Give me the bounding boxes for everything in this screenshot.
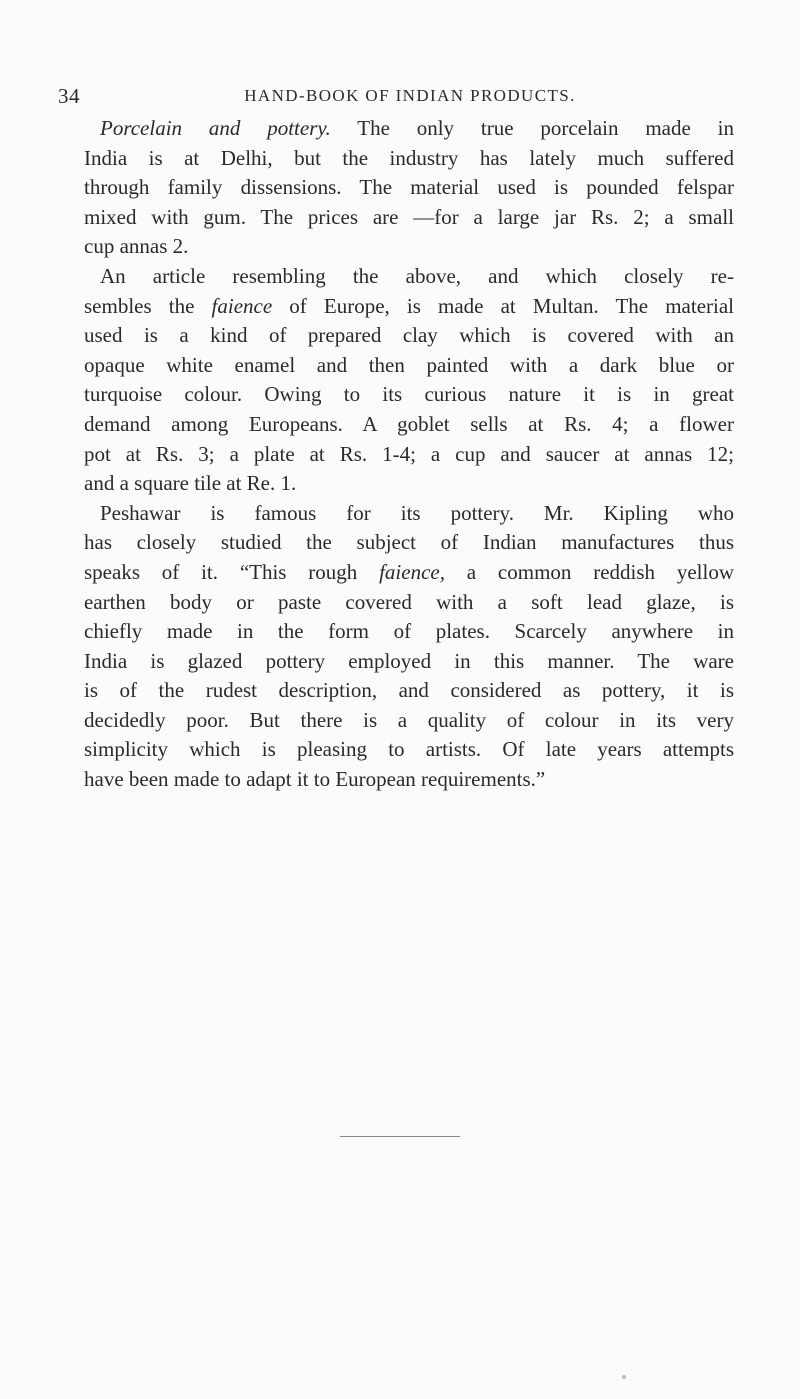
text-run: Peshawar is famous for its pottery. Mr. Kipling who (100, 500, 734, 525)
text-run: opaque white enamel and then painted with a dark blue or (84, 352, 734, 377)
text-line (84, 203, 734, 233)
text-run: speaks of it. “This rough (84, 559, 380, 584)
body-text (84, 114, 734, 795)
text-run: decidedly poor. But there is a quality of colour in its very (84, 707, 734, 732)
text-run: have been made to adapt it to European requirements.” (84, 767, 546, 792)
text-line (84, 144, 734, 174)
text-run: demand among Europeans. A goblet sells at Rs. 4; a flower (84, 411, 734, 436)
text-run: chiefly made in the form of plates. Scarcely anywhere in (84, 619, 734, 644)
text-line (84, 617, 734, 647)
text-line (84, 647, 734, 677)
text-line (84, 321, 734, 351)
text-run: earthen body or paste covered with a soft lead glaze, is (84, 589, 734, 614)
text-run: has closely studied the subject of Indian manufactures thus (84, 530, 734, 555)
text-line (84, 765, 734, 795)
text-run: cup annas 2. (84, 234, 189, 259)
text-line (84, 114, 734, 144)
text-run: India is glazed pottery employed in this manner. The ware (84, 648, 734, 673)
italic-run: faience, (379, 559, 445, 584)
text-line (84, 588, 734, 618)
text-run: is of the rudest description, and considered as pottery, it is (84, 678, 734, 703)
text-run: used is a kind of prepared clay which is covered with an (84, 323, 734, 348)
page-speck (622, 1375, 626, 1379)
text-line (84, 292, 734, 322)
italic-run: faience (211, 293, 273, 318)
text-run: India is at Delhi, but the industry has lately much suffered (84, 145, 734, 170)
text-run: simplicity which is pleasing to artists. Of late years attempts (84, 737, 734, 762)
text-line (84, 410, 734, 440)
text-run: a common reddish yellow (444, 559, 735, 584)
text-run: of Europe, is made at Multan. The material (272, 293, 735, 318)
text-line (84, 499, 734, 529)
text-line (84, 558, 734, 588)
text-line (84, 706, 734, 736)
text-line (84, 262, 734, 292)
text-line (84, 351, 734, 381)
text-run: sembles the (84, 293, 212, 318)
text-line (84, 528, 734, 558)
running-title: HAND-BOOK OF INDIAN PRODUCTS. (244, 86, 576, 105)
italic-run: Porcelain and pottery. (100, 116, 331, 140)
text-run: through family dissensions. The material used is pounded felspar (84, 175, 734, 200)
text-run: An article resembling the above, and which closely re- (100, 263, 734, 288)
text-run: pot at Rs. 3; a plate at Rs. 1-4; a cup and saucer at annas 12; (84, 441, 734, 466)
text-run: turquoise colour. Owing to its curious nature it is in great (84, 382, 734, 407)
section-rule (340, 1136, 460, 1137)
text-line (84, 735, 734, 765)
text-line (84, 173, 734, 203)
text-line (84, 676, 734, 706)
text-line (84, 232, 734, 262)
text-line (84, 380, 734, 410)
page-number: 34 (58, 84, 80, 108)
text-run: The only true porcelain made in (330, 116, 734, 140)
text-run: and a square tile at Re. 1. (84, 471, 297, 496)
text-line (84, 440, 734, 470)
text-run: mixed with gum. The prices are —for a large jar Rs. 2; a small (84, 204, 734, 229)
text-line (84, 469, 734, 499)
